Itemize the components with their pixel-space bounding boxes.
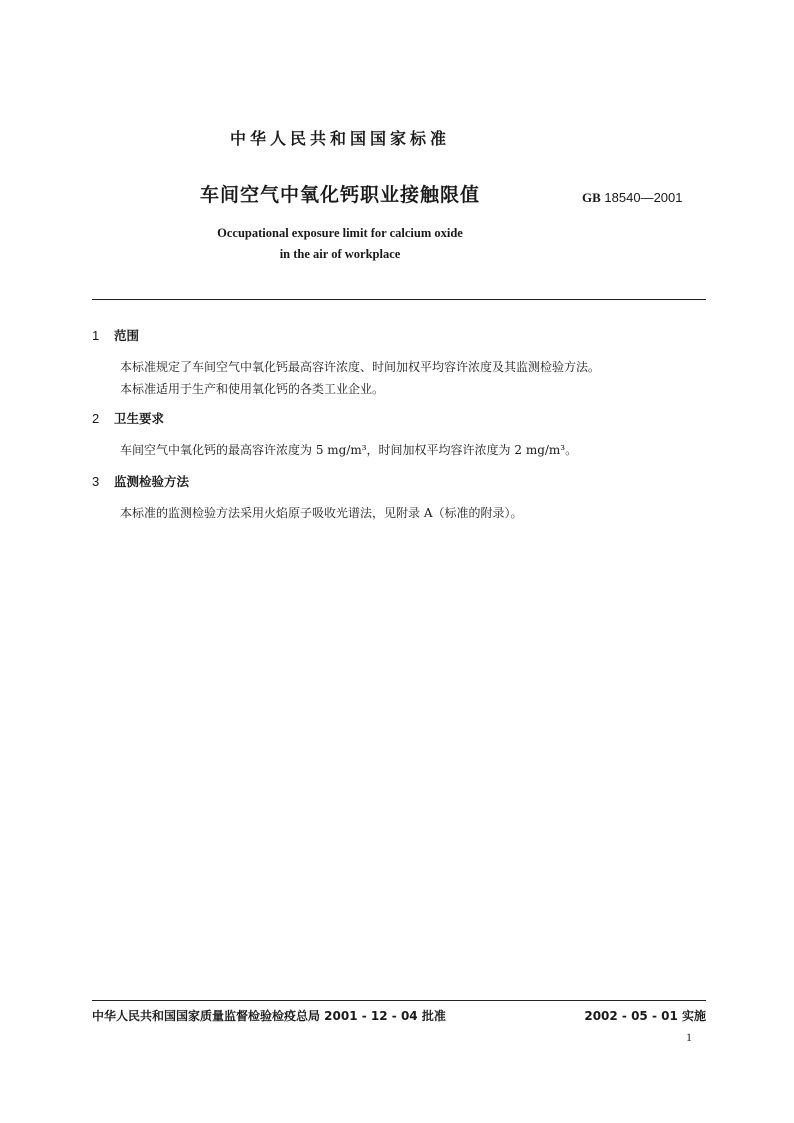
section-1-paragraph-1: 本标准规定了车间空气中氧化钙最高容许浓度、时间加权平均容许浓度及其监测检验方法。 bbox=[120, 360, 601, 374]
document-title: 车间空气中氧化钙职业接触限值 bbox=[199, 184, 480, 206]
section-1-title: 范围 bbox=[114, 328, 140, 343]
english-title bbox=[0, 223, 680, 265]
approval-statement: 中华人民共和国国家质量监督检验检疫总局 2001 - 12 - 04 批准 bbox=[92, 1009, 446, 1023]
footer-divider bbox=[92, 1000, 706, 1001]
section-1-number: 1 bbox=[92, 328, 100, 343]
section-2-title: 卫生要求 bbox=[114, 411, 165, 426]
section-3-title: 监测检验方法 bbox=[114, 474, 190, 489]
section-2-heading bbox=[92, 409, 164, 427]
section-1-paragraph-2: 本标准适用于生产和使用氧化钙的各类工业企业。 bbox=[120, 382, 385, 396]
section-1-heading bbox=[92, 326, 139, 344]
section-3-number: 3 bbox=[92, 474, 100, 489]
english-title-line-2: in the air of workplace bbox=[279, 247, 401, 261]
section-3-heading bbox=[92, 472, 189, 490]
english-title-line-1: Occupational exposure limit for calcium oxide bbox=[217, 226, 463, 240]
standard-code bbox=[582, 190, 683, 206]
section-2-paragraph-1: 车间空气中氧化钙的最高容许浓度为 5 mg/m³，时间加权平均容许浓度为 2 mg/m³。 bbox=[120, 443, 578, 457]
standard-code-number: 18540—2001 bbox=[604, 190, 683, 205]
section-3-paragraph-1: 本标准的监测检验方法采用火焰原子吸收光谱法，见附录 A（标准的附录）。 bbox=[120, 506, 523, 520]
page-number: 1 bbox=[686, 1030, 692, 1044]
standard-code-prefix: GB bbox=[582, 190, 601, 205]
implementation-date: 2002 - 05 - 01 实施 bbox=[584, 1009, 706, 1023]
header-divider bbox=[92, 299, 706, 300]
national-standard-header: 中华人民共和国国家标准 bbox=[229, 129, 450, 148]
section-2-number: 2 bbox=[92, 411, 100, 426]
